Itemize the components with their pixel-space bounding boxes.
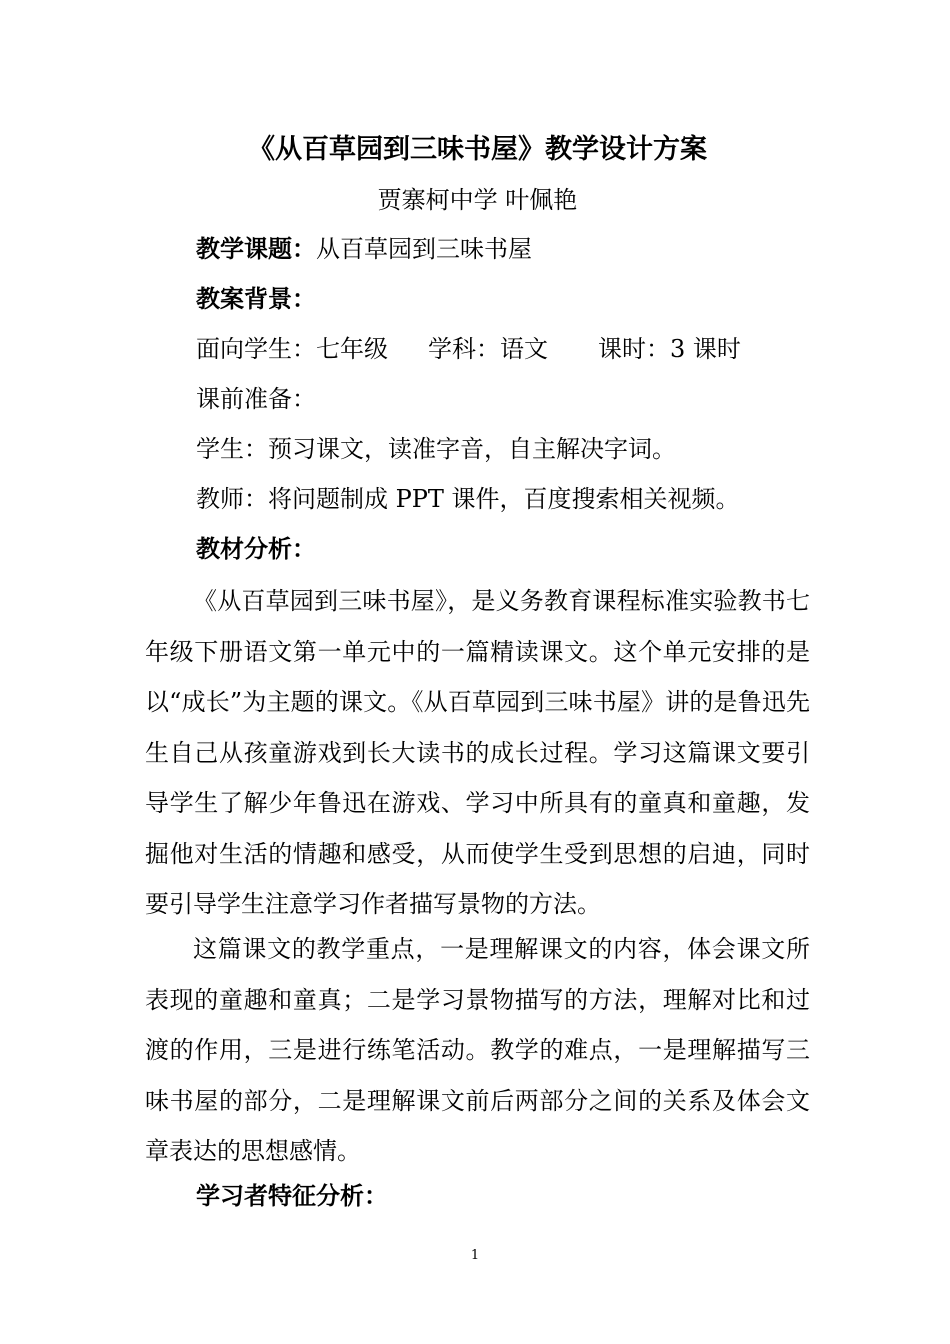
topic-line — [196, 229, 532, 269]
prep-students: 学生：预习课文，读准字音，自主解决字词。 — [196, 435, 676, 463]
students-value: 七年级 — [316, 335, 388, 363]
background-info-line — [196, 329, 741, 369]
analysis-paragraph-1: 《从百草园到三味书屋》，是义务教育课程标准实验教书七年级下册语文第一单元中的一篇精读课文。这个单元安排的是以“成长”为主题的课文。《从百草园到三味书屋》讲的是鲁迅先生自己从孩童游戏到长大读书的成长过程。学习这篇课文要引导学生了解少年鲁迅在游戏、学习中所具有的童真和童趣，发掘他对生活的情趣和感受，从而使学生受到思想的启迪，同时要引导学生注意学习作者描写景物的方法。 — [145, 587, 810, 918]
analysis-paragraph-2: 这篇课文的教学重点，一是理解课文的内容，体会课文所表现的童趣和童真；二是学习景物描写的方法，理解对比和过渡的作用，三是进行练笔活动。教学的难点，一是理解描写三味书屋的部分，二是理解课文前后两部分之间的关系及体会文章表达的思想感情。 — [145, 935, 810, 1165]
topic-label: 教学课题： — [196, 234, 316, 263]
topic-value: 从百草园到三味书屋 — [316, 235, 532, 263]
hours-value: 3 课时 — [670, 335, 741, 363]
subject-value: 语文 — [500, 335, 548, 363]
analysis-heading: 教材分析： — [196, 534, 316, 563]
prep-teacher: 教师：将问题制成 PPT 课件，百度搜索相关视频。 — [196, 485, 740, 513]
hours-label: 课时： — [598, 335, 670, 363]
subject-label: 学科： — [428, 335, 500, 363]
prep-heading: 课前准备： — [196, 385, 316, 413]
background-heading: 教案背景： — [196, 284, 316, 313]
learner-heading: 学习者特征分析： — [196, 1181, 388, 1210]
document-title: 《从百草园到三味书屋》教学设计方案 — [248, 134, 707, 165]
page-number: 1 — [470, 1248, 480, 1263]
document-author: 贾寨柯中学 叶佩艳 — [377, 186, 578, 214]
students-label: 面向学生： — [196, 335, 316, 363]
